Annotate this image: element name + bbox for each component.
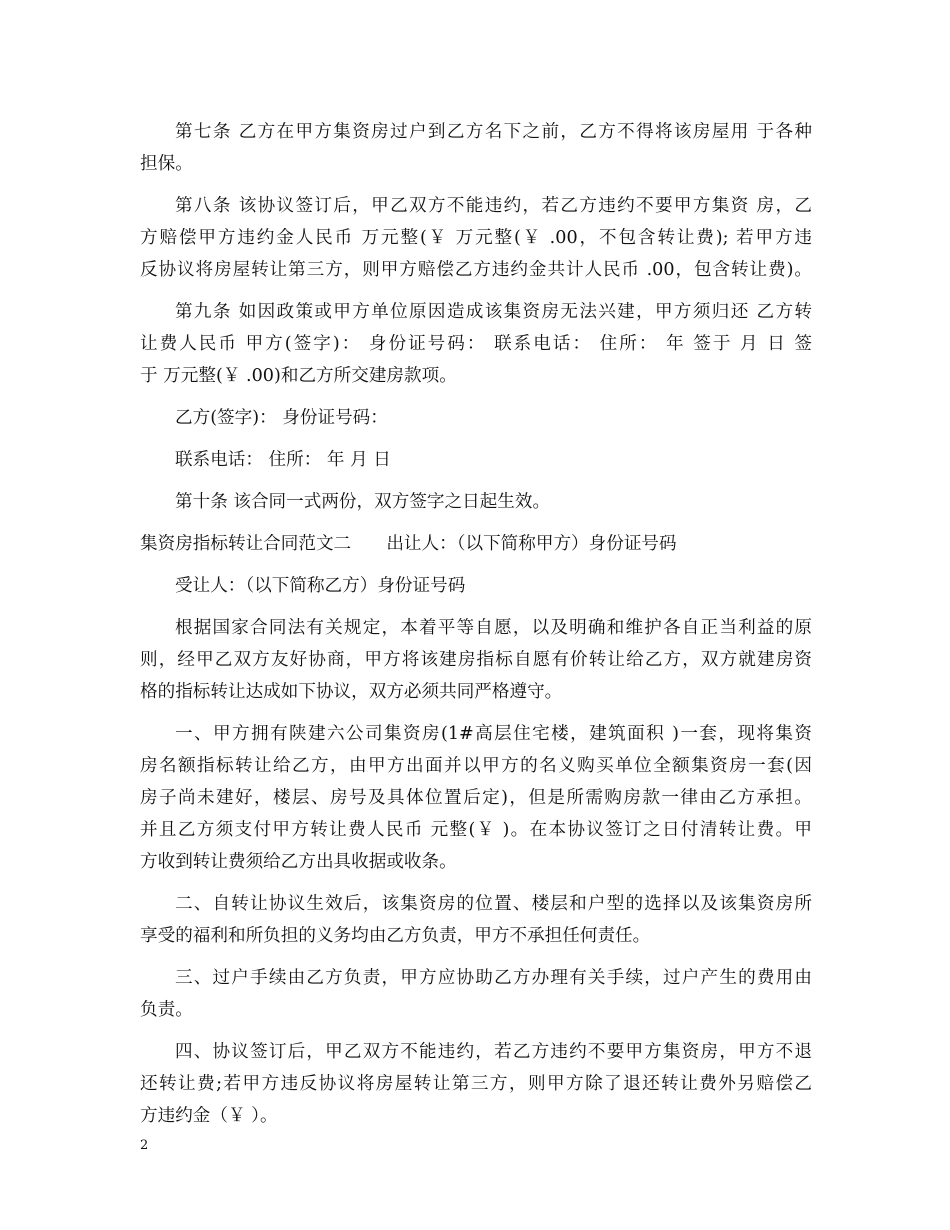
text-line: 于 万元整(￥ .00)和乙方所交建房款项。 — [140, 366, 457, 386]
text-line: 方收到转让费须给乙方出具收据或收条。 — [140, 852, 457, 872]
paragraph-gap — [140, 708, 812, 718]
paragraph-gap — [140, 392, 812, 402]
paragraph-gap — [140, 286, 812, 296]
text-line: 三、过户手续由乙方负责，甲方应协助乙方办理有关手续，过户产生的费用由 — [175, 968, 812, 988]
paragraph-gap — [140, 952, 812, 962]
text-line: 则，经甲乙双方友好协商，甲方将该建房指标自愿有价转让给乙方，双方就建房资 — [140, 650, 812, 670]
text-line: 格的指标转让达成如下协议，双方必须共同严格遵守。 — [140, 682, 563, 702]
text-line: 还转让费;若甲方违反协议将房屋转让第三方，则甲方除了退还转让费外另赔偿乙 — [140, 1074, 812, 1094]
text-line: 房名额指标转让给乙方，由甲方出面并以甲方的名义购买单位全额集资房一套(因 — [140, 756, 812, 776]
text-line: 担保。 — [140, 154, 193, 174]
text-line: 二、自转让协议生效后，该集资房的位置、楼层和户型的选择以及该集资房所 — [175, 894, 812, 914]
paragraph-gap — [140, 1026, 812, 1036]
page-number: 2 — [140, 1138, 149, 1153]
text-line: 四、协议签订后，甲乙双方不能违约，若乙方违约不要甲方集资房，甲方不退 — [175, 1042, 812, 1062]
paragraph-gap — [140, 560, 812, 570]
text-line: 第八条 该协议签订后，甲乙双方不能违约，若乙方违约不要甲方集资 房，乙 — [175, 196, 812, 216]
text-line: 负责。 — [140, 1000, 193, 1020]
paragraph-gap — [140, 476, 812, 486]
text-line: 房子尚未建好，楼层、房号及具体位置后定)，但是所需购房款一律由乙方承担。 — [140, 788, 812, 808]
text-line: 联系电话： 住所： 年 月 日 — [175, 450, 391, 470]
text-line: 第十条 该合同一式两份，双方签字之日起生效。 — [175, 492, 551, 512]
paragraph-gap — [140, 434, 812, 444]
text-line: 享受的福利和所负担的义务均由乙方负责，甲方不承担任何责任。 — [140, 926, 651, 946]
text-line: 方赔偿甲方违约金人民币 万元整(￥ 万元整(￥ .00，不包含转让费); 若甲方违 — [140, 228, 812, 248]
text-line: 方违约金（￥ ）。 — [140, 1106, 278, 1126]
text-line: 乙方(签字)： 身份证号码： — [175, 408, 388, 428]
document-body — [140, 116, 812, 1132]
text-line: 受让人：（以下简称乙方）身份证号码 — [175, 576, 466, 596]
paragraph-gap — [140, 602, 812, 612]
text-line: 第九条 如因政策或甲方单位原因造成该集资房无法兴建，甲方须归还 乙方转 — [175, 302, 812, 322]
paragraph-gap — [140, 518, 812, 528]
text-line: 并且乙方须支付甲方转让费人民币 元整(￥ )。在本协议签订之日付清转让费。甲 — [140, 820, 812, 840]
paragraph-gap — [140, 878, 812, 888]
paragraph-gap — [140, 180, 812, 190]
text-line: 反协议将房屋转让第三方，则甲方赔偿乙方违约金共计人民币 .00，包含转让费)。 — [140, 260, 812, 280]
text-line: 一、甲方拥有陕建六公司集资房(1#高层住宅楼，建筑面积 )一套，现将集资 — [175, 724, 812, 744]
text-line: 第七条 乙方在甲方集资房过户到乙方名下之前，乙方不得将该房屋用 于各种 — [175, 122, 812, 142]
text-line: 根据国家合同法有关规定，本着平等自愿，以及明确和维护各自正当利益的原 — [175, 618, 812, 638]
text-line: 集资房指标转让合同范文二 出让人：（以下简称甲方）身份证号码 — [140, 534, 677, 554]
text-line: 让费人民币 甲方(签字)： 身份证号码： 联系电话： 住所： 年 签于 月 日 签 — [140, 334, 812, 354]
